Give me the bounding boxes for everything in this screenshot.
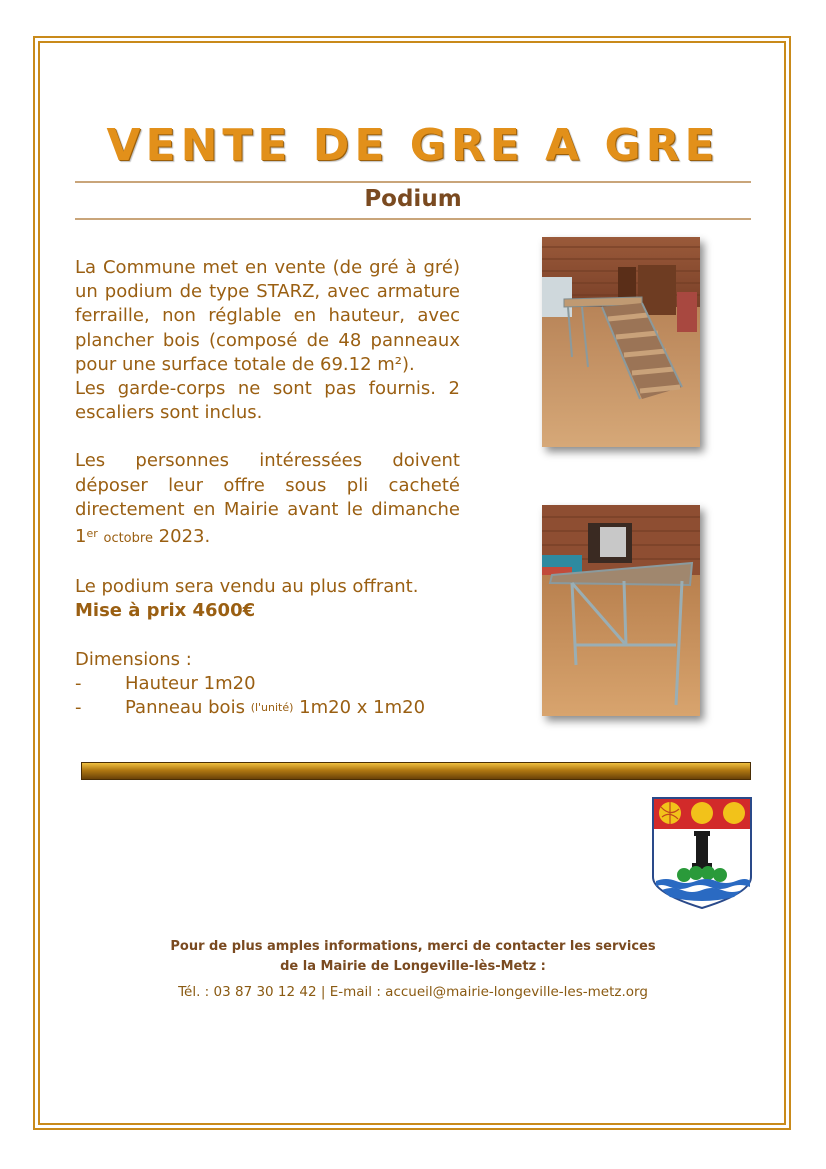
page-title: VENTE DE GRE A GRE — [106, 120, 720, 171]
dimension-text: Panneau bois — [125, 697, 245, 719]
footer-info — [0, 937, 826, 977]
dimension-dash: - — [75, 672, 82, 694]
price-label: Mise à prix 4600€ — [75, 600, 256, 622]
description-paragraph-3 — [75, 449, 460, 551]
footer-contact: Tél. : 03 87 30 12 42 | E-mail : accueil@mairie-longeville-les-metz.org — [178, 984, 648, 1000]
title-rule-top — [75, 181, 751, 183]
footer-line-1: Pour de plus amples informations, merci de contacter les services — [170, 939, 656, 954]
description-block — [75, 256, 460, 720]
podium-photo-frame — [542, 505, 700, 716]
dimension-item — [75, 696, 460, 720]
deadline-sup: er — [86, 527, 98, 541]
deadline-month: octobre — [103, 531, 153, 547]
dimension-text: Hauteur 1m20 — [125, 672, 256, 694]
decorative-divider-bar — [81, 762, 751, 780]
deadline-text: Les personnes intéressées doivent déposer leur offre sous pli cacheté directement en Mairie avant le dimanche 1 — [75, 450, 460, 548]
description-paragraph-1: La Commune met en vente (de gré à gré) un podium de type STARZ, avec armature ferraille, non réglable en hauteur, avec plancher bois (composé de 48 panneaux pour une surface totale de 69.12 m²). — [75, 257, 460, 375]
description-paragraph-4: Le podium sera vendu au plus offrant. — [75, 576, 419, 598]
dimension-extra: 1m20 x 1m20 — [299, 697, 426, 719]
deadline-year: 2023. — [152, 526, 211, 548]
description-paragraph-2: Les garde-corps ne sont pas fournis. 2 escaliers sont inclus. — [75, 378, 460, 424]
page-subtitle: Podium — [364, 186, 462, 212]
title-rule-bottom — [75, 218, 751, 220]
dimension-item — [75, 672, 460, 696]
dimension-note: (l'unité) — [250, 701, 294, 715]
footer-line-2: de la Mairie de Longeville-lès-Metz : — [280, 959, 546, 974]
podium-photo-stairs — [542, 237, 700, 447]
dimensions-label: Dimensions : — [75, 648, 192, 670]
coat-of-arms-logo — [652, 797, 752, 909]
dimension-dash: - — [75, 697, 82, 719]
